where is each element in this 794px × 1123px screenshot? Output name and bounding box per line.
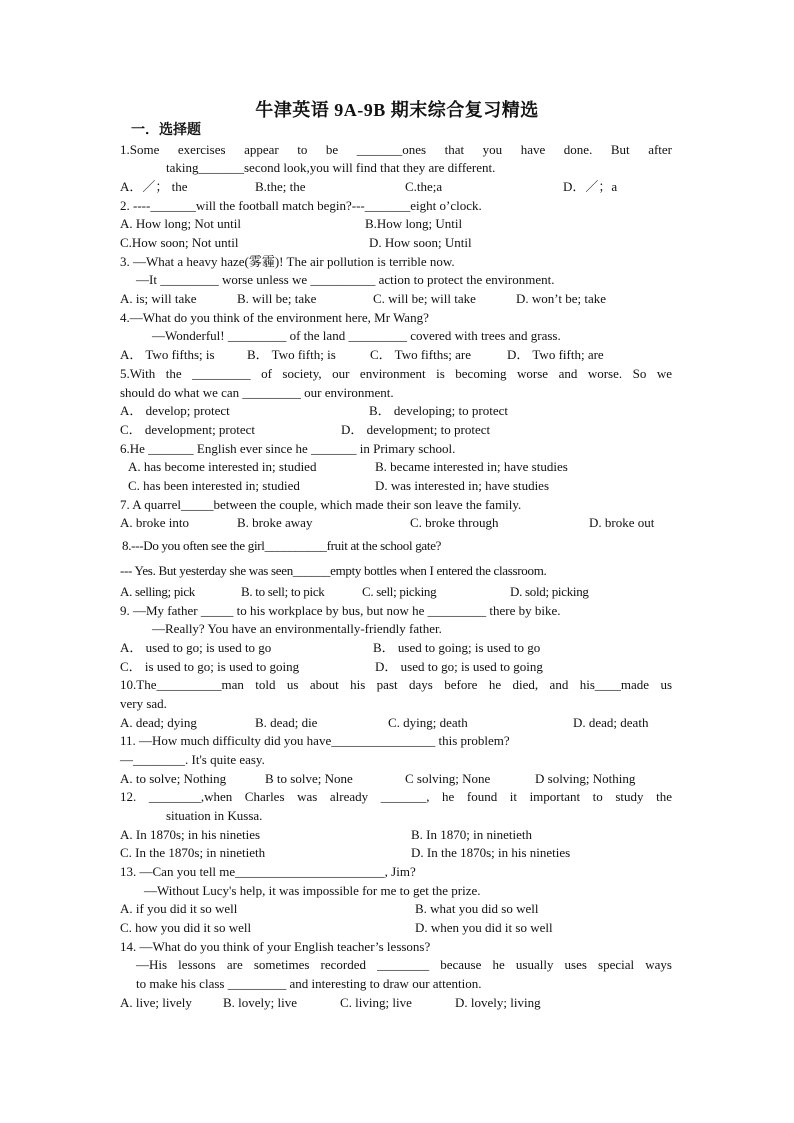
option-d: D. dead; death (573, 715, 649, 730)
option-d: D. lovely; living (455, 995, 541, 1010)
question-line: 3. —What a heavy haze(雾霾)! The air pollution is terrible now. (120, 254, 455, 269)
option-b: B． Two fifth; is (247, 347, 336, 362)
question-line: 12. ________,when Charles was already _______, he found it important to study the (120, 789, 672, 804)
option-a: A. live; lively (120, 995, 192, 1010)
question-line: 6.He _______ English ever since he _______ in Primary school. (120, 441, 456, 456)
option-a: A. How long; Not until (120, 216, 241, 231)
option-c: C solving; None (405, 771, 491, 786)
option-d: D. How soon; Until (369, 235, 472, 250)
option-a: A. if you did it so well (120, 901, 238, 916)
option-c: C.How soon; Not until (120, 235, 239, 250)
option-d: D. when you did it so well (415, 920, 553, 935)
option-b: B. lovely; live (223, 995, 298, 1010)
option-d: D solving; Nothing (535, 771, 636, 786)
option-c: C. has been interested in; studied (128, 478, 300, 493)
option-d: D. was interested in; have studies (375, 478, 550, 493)
question-line: 10.The__________man told us about his past days before he died, and his____made us (120, 677, 672, 692)
option-c: C. In the 1870s; in ninetieth (120, 845, 266, 860)
question-line: very sad. (120, 696, 167, 711)
option-a: A． used to go; is used to go (120, 640, 272, 655)
section-heading: 一．选择题 (131, 123, 201, 138)
option-c: C． Two fifths; are (370, 347, 472, 362)
option-b: B. what you did so well (415, 901, 539, 916)
option-a: A． develop; protect (120, 403, 230, 418)
question-line: —His lessons are sometimes recorded ________ because he usually uses special ways (136, 957, 672, 972)
option-d: D． development; to protect (341, 422, 491, 437)
question-line: taking_______second look,you will find that they are different. (166, 160, 496, 175)
option-d: D. sold; picking (510, 584, 589, 599)
option-d: D． Two fifth; are (507, 347, 604, 362)
option-c: C. broke through (410, 515, 499, 530)
question-line: 7. A quarrel_____between the couple, which made their son leave the family. (120, 497, 522, 512)
question-line: 8.---Do you often see the girl__________fruit at the school gate? (122, 538, 442, 553)
option-c: C． is used to go; is used to going (120, 659, 300, 674)
option-b: B. dead; die (255, 715, 318, 730)
question-line: —________. It's quite easy. (120, 752, 265, 767)
question-line: —Really? You have an environmentally-friendly father. (152, 621, 442, 636)
question-line: —It _________ worse unless we __________ action to protect the environment. (136, 272, 555, 287)
option-b: B. In 1870; in ninetieth (411, 827, 532, 842)
option-b: B. to sell; to pick (241, 584, 325, 599)
option-c: C.the;a (405, 179, 443, 194)
question-line: 2. ----_______will the football match begin?---_______eight o’clock. (120, 198, 482, 213)
option-c: C． development; protect (120, 422, 256, 437)
question-line: 9. —My father _____ to his workplace by bus, but now he _________ there by bike. (120, 603, 561, 618)
question-line: to make his class _________ and interesting to draw our attention. (136, 976, 482, 991)
option-d: D． used to go; is used to going (375, 659, 543, 674)
question-line: --- Yes. But yesterday she was seen______empty bottles when I entered the classroom. (120, 563, 547, 578)
question-line: —Wonderful! _________ of the land _________ covered with trees and grass. (152, 328, 561, 343)
option-b: B.How long; Until (365, 216, 463, 231)
option-b: B． used to going; is used to go (373, 640, 541, 655)
option-a: A. is; will take (120, 291, 197, 306)
option-b: B. broke away (237, 515, 313, 530)
option-a: A. to solve; Nothing (120, 771, 227, 786)
option-a: A. broke into (120, 515, 189, 530)
question-line: 14. —What do you think of your English teacher’s lessons? (120, 939, 431, 954)
question-line: should do what we can _________ our environment. (120, 385, 394, 400)
option-c: C. how you did it so well (120, 920, 252, 935)
option-a: A. dead; dying (120, 715, 197, 730)
question-line: 11. —How much difficulty did you have________________ this problem? (120, 733, 510, 748)
option-c: C. dying; death (388, 715, 468, 730)
option-b: B． developing; to protect (369, 403, 509, 418)
page-title: 牛津英语 9A-9B 期末综合复习精选 (255, 100, 539, 120)
option-c: C. sell; picking (362, 584, 437, 599)
option-d: D. In the 1870s; in his nineties (411, 845, 571, 860)
option-d: D. broke out (589, 515, 655, 530)
option-a: A. In 1870s; in his nineties (120, 827, 261, 842)
option-c: C. living; live (340, 995, 412, 1010)
option-a: A. selling; pick (120, 584, 195, 599)
option-b: B. became interested in; have studies (375, 459, 568, 474)
option-d: D．／；a (563, 179, 618, 194)
question-line: situation in Kussa. (166, 808, 263, 823)
question-line: —Without Lucy's help, it was impossible for me to get the prize. (144, 883, 481, 898)
option-b: B.the; the (255, 179, 306, 194)
option-a: A．／； the (120, 179, 188, 194)
question-line: 5.With the _________ of society, our environment is becoming worse and worse. So we (120, 366, 672, 381)
option-c: C. will be; will take (373, 291, 476, 306)
question-line: 1.Some exercises appear to be _______ones that you have done. But after (120, 142, 672, 157)
question-line: 13. —Can you tell me_______________________, Jim? (120, 864, 416, 879)
option-a: A. has become interested in; studied (128, 459, 317, 474)
option-d: D. won’t be; take (516, 291, 607, 306)
option-b: B to solve; None (265, 771, 353, 786)
question-line: 4.—What do you think of the environment here, Mr Wang? (120, 310, 429, 325)
option-a: A． Two fifths; is (120, 347, 215, 362)
option-b: B. will be; take (237, 291, 317, 306)
